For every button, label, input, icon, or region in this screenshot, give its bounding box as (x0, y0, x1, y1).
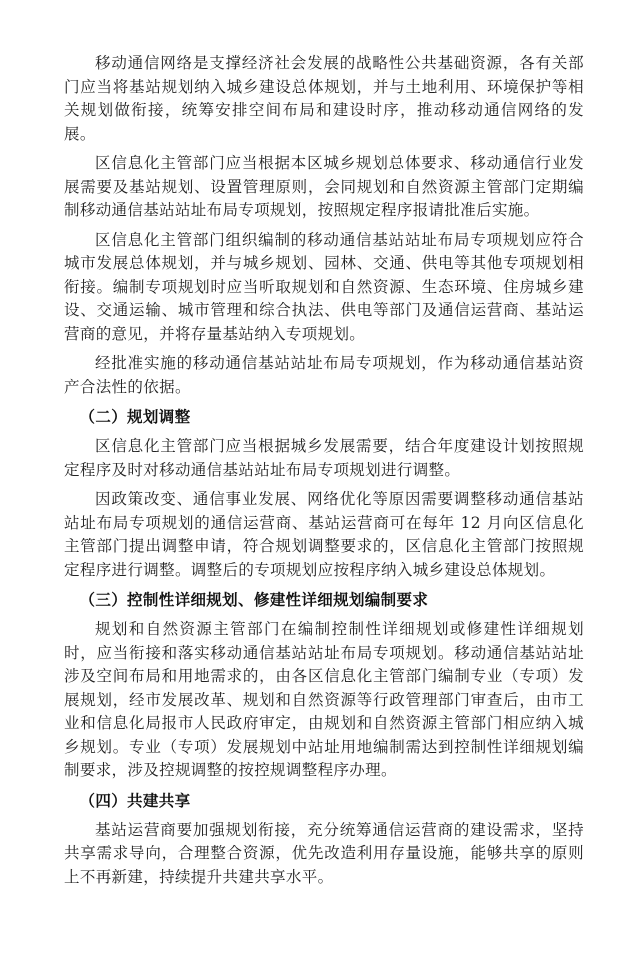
paragraph: 规划和自然资源主管部门在编制控制性详细规划或修建性详细规划时，应当衔接和落实移动通信基站站址布局专项规划。移动通信基站站址涉及空间布局和用地需求的，由各区信息化主管部门编制专业（专项）发展规划，经市发展改革、规划和自然资源等行政管理部门审查后，由市工业和信息化局报市人民政府审定，由规划和自然资源主管部门相应纳入城乡规划。专业（专项）发展规划中站址用地编制需达到控制性详细规划编制要求，涉及控规调整的按控规调整程序办理。 (64, 620, 584, 779)
document-body (64, 52, 584, 895)
paragraph: 因政策改变、通信事业发展、网络优化等原因需要调整移动通信基站站址布局专项规划的通信运营商、基站运营商可在每年 12 月向区信息化主管部门提出调整申请，符合规划调整要求的，区信息化主管部门按照规定程序进行调整。调整后的专项规划应按程序纳入城乡建设总体规划。 (64, 490, 584, 579)
paragraph: 区信息化主管部门组织编制的移动通信基站站址布局专项规划应符合城市发展总体规划，并与城乡规划、园林、交通、供电等其他专项规划相衔接。编制专项规划时应当听取规划和自然资源、生态环境、住房城乡建设、交通运输、城市管理和综合执法、供电等部门及通信运营商、基站运营商的意见，并将存量基站纳入专项规划。 (64, 230, 584, 343)
section-heading: （二）规划调整 (79, 408, 191, 426)
paragraph: 移动通信网络是支撑经济社会发展的战略性公共基础资源，各有关部门应当将基站规划纳入城乡建设总体规划，并与土地利用、环境保护等相关规划做衔接，统筹安排空间布局和建设时序，推动移动通信网络的发展。 (64, 54, 584, 143)
section-heading: （四）共建共享 (79, 791, 191, 810)
paragraph: 基站运营商要加强规划衔接，充分统筹通信运营商的建设需求，坚持共享需求导向，合理整合资源，优先改造利用存量设施，能够共享的原则上不再新建，持续提升共建共享水平。 (64, 820, 584, 886)
paragraph: 经批准实施的移动通信基站站址布局专项规划，作为移动通信基站资产合法性的依据。 (64, 354, 584, 396)
paragraph: 区信息化主管部门应当根据城乡发展需要，结合年度建设计划按照规定程序及时对移动通信基站站址布局专项规划进行调整。 (64, 437, 584, 479)
section-heading: （三）控制性详细规划、修建性详细规划编制要求 (79, 591, 429, 609)
paragraph: 区信息化主管部门应当根据本区城乡规划总体要求、移动通信行业发展需要及基站规划、设置管理原则，会同规划和自然资源主管部门定期编制移动通信基站站址布局专项规划，按照规定程序报请批准后实施。 (64, 154, 584, 219)
